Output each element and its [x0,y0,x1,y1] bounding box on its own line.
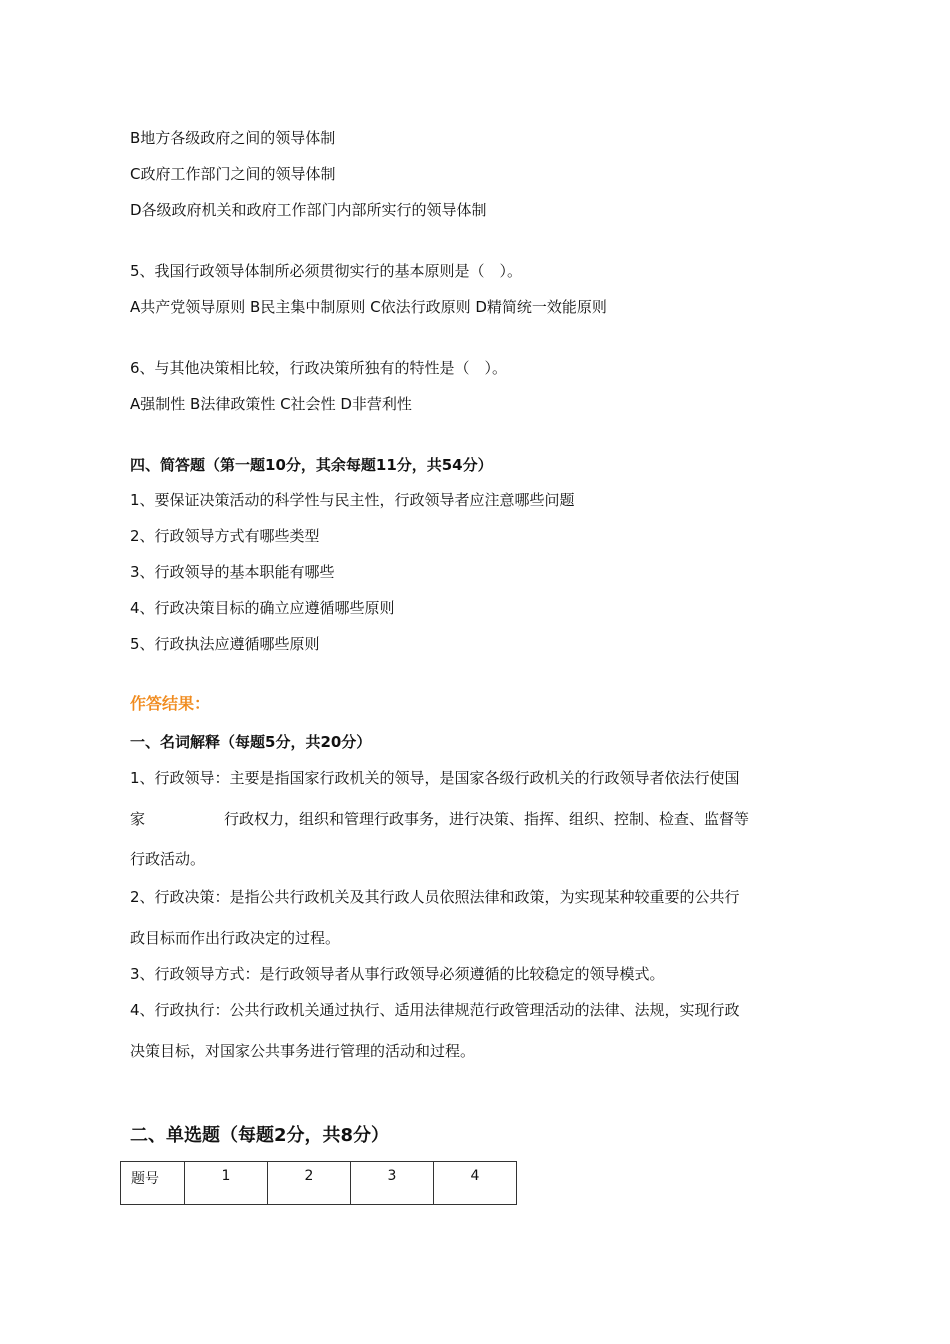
answer-1-line-start: 家 [130,810,146,828]
short-answer-item: 3、行政领导的基本职能有哪些 [130,563,335,581]
question-6-options: A强制性 B法律政策性 C社会性 D非营利性 [130,395,412,413]
table-cell: 2 [268,1162,351,1205]
short-answer-item: 5、行政执法应遵循哪些原则 [130,635,320,653]
short-answer-item: 1、要保证决策活动的科学性与民主性，行政领导者应注意哪些问题 [130,491,575,509]
table-cell: 4 [434,1162,517,1205]
answer-1-line: 1、行政领导：主要是指国家行政机关的领导，是国家各级行政机关的行政领导者依法行使国 [130,769,740,787]
question-5: 5、我国行政领导体制所必须贯彻实行的基本原则是（ ）。 [130,262,523,280]
answers-heading: 作答结果： [130,694,211,713]
answer-1-line: 行政活动。 [130,850,206,868]
answer-2-line: 2、行政决策：是指公共行政机关及其行政人员依照法律和政策，为实现某种较重要的公共行 [130,888,740,906]
short-answer-item: 2、行政领导方式有哪些类型 [130,527,320,545]
table-cell: 3 [351,1162,434,1205]
answers-section-1-title: 一、名词解释（每题5分，共20分） [130,733,372,751]
section-2-title: 二、单选题（每题2分，共8分） [130,1125,390,1146]
answer-4-line: 决策目标，对国家公共事务进行管理的活动和过程。 [130,1042,476,1060]
section-4-title: 四、简答题（第一题10分，其余每题11分，共54分） [130,456,493,474]
table-header-cell: 题号 [121,1162,185,1205]
answer-2-line: 政目标而作出行政决定的过程。 [130,929,341,947]
question-5-options: A共产党领导原则 B民主集中制原则 C依法行政原则 D精简统一效能原则 [130,298,607,316]
answer-3-line: 3、行政领导方式：是行政领导者从事行政领导必须遵循的比较稳定的领导模式。 [130,965,665,983]
option-d: D各级政府机关和政府工作部门内部所实行的领导体制 [130,201,487,219]
answer-1-line-rest: 行政权力，组织和管理行政事务，进行决策、指挥、组织、控制、检查、监督等 [224,810,750,828]
table-cell: 1 [185,1162,268,1205]
short-answer-item: 4、行政决策目标的确立应遵循哪些原则 [130,599,395,617]
answer-4-line: 4、行政执行：公共行政机关通过执行、适用法律规范行政管理活动的法律、法规，实现行政 [130,1001,740,1019]
question-6: 6、与其他决策相比较，行政决策所独有的特性是（ ）。 [130,359,508,377]
table-row [121,1162,517,1205]
option-b: B地方各级政府之间的领导体制 [130,129,336,147]
answer-table [120,1161,517,1205]
option-c: C政府工作部门之间的领导体制 [130,165,336,183]
